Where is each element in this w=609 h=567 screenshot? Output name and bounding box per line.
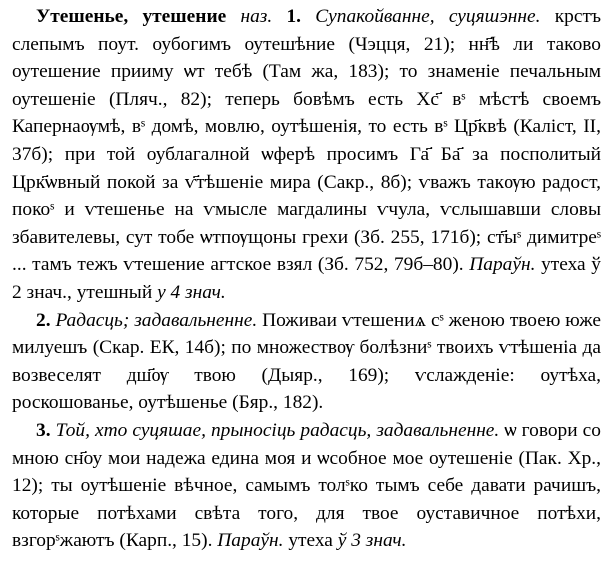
sense-gloss-2: Радасць; задавальненне. <box>55 309 258 331</box>
entry-paragraph-2 <box>12 307 601 417</box>
cross-ref-label-3: Параўн. <box>217 530 284 552</box>
headword: Утешенье, утешение <box>36 6 227 27</box>
cross-ref-text-3: утеха <box>288 530 333 552</box>
sense-gloss-1: Супакойванне, суцяшэнне. <box>315 6 541 27</box>
entry-paragraph-3 <box>12 417 601 555</box>
sense-number-1: 1. <box>286 6 301 27</box>
cross-ref-label-1: Параўн. <box>469 254 536 276</box>
sense-citations-1: крстъ слепымъ поут. оубогимъ оутешѣние (Чэцця, 21); нн҃ѣ ли таково оутешение прииму ѡт тебѣ (Там жа, 183); то знаменіе печальным оутешеніе (Пляч., 82); теперь бовѣмъ есть Хс҃ вˢ мѣстѣ своемъ Капернаѹмѣ, вˢ домѣ, мовлю, оутѣшенія, то есть вˢ Цр҃квѣ (Каліст, II, 37б); при той оублагалной ѡферѣ просимъ Га҃ Ба҃ за посполитый Црк҃ѡвный покой за ѵ҃тѣшеніе мира (Сакр., 8б); ѵважъ такѹю радост, покоˢ и ѵтешенье на ѵмысле магдалины ѵчула, ѵслышавши словы збавителевы, сут тобе ѡтпѹщоны грехи (Зб. 255, 171б); ст҃ыˢ димитреˢ ... тамъ тежъ ѵтешение агтское взял (Зб. 752, 79б–80). <box>12 6 601 276</box>
grammar-label: наз. <box>240 6 273 27</box>
entry-paragraph-1 <box>12 3 601 307</box>
sense-number-2: 2. <box>36 309 51 331</box>
sense-number-3: 3. <box>36 419 51 441</box>
sense-citations-3: ѡ говори со мною сн҃оу мои надежа едина моя и ѡсобное мое оутешеніе (Пак. Хр., 12); ты оутѣшеніе вѣчное, самымъ толˢко тымъ себе давати рачишъ, которые потѣхами свѣта того, для твое оуставичное потѣхи, взгорˢжаютъ (Карп., 15). <box>12 419 601 552</box>
cross-ref-tail-3: ў 3 знач. <box>337 530 407 552</box>
sense-citations-2: Поживаи ѵтешениѧ сˢ женою твоею юже милуешъ (Скар. ЕК, 14б); по множествѹ болѣзниˢ твоихъ ѵтѣшеніа да возвеселят дш҃ѹ твою (Дыяр., 169); ѵслажденіе: оутѣха, роскошованье, оутѣшенье (Бяр., 182). <box>12 309 601 414</box>
cross-ref-tail-1: у 4 знач. <box>157 281 226 303</box>
sense-gloss-3: Той, хто суцяшае, прыносіць радасць, задавальненне. <box>55 419 500 441</box>
cross-ref-text-1: утеха ў 2 знач., утешный <box>12 254 601 303</box>
